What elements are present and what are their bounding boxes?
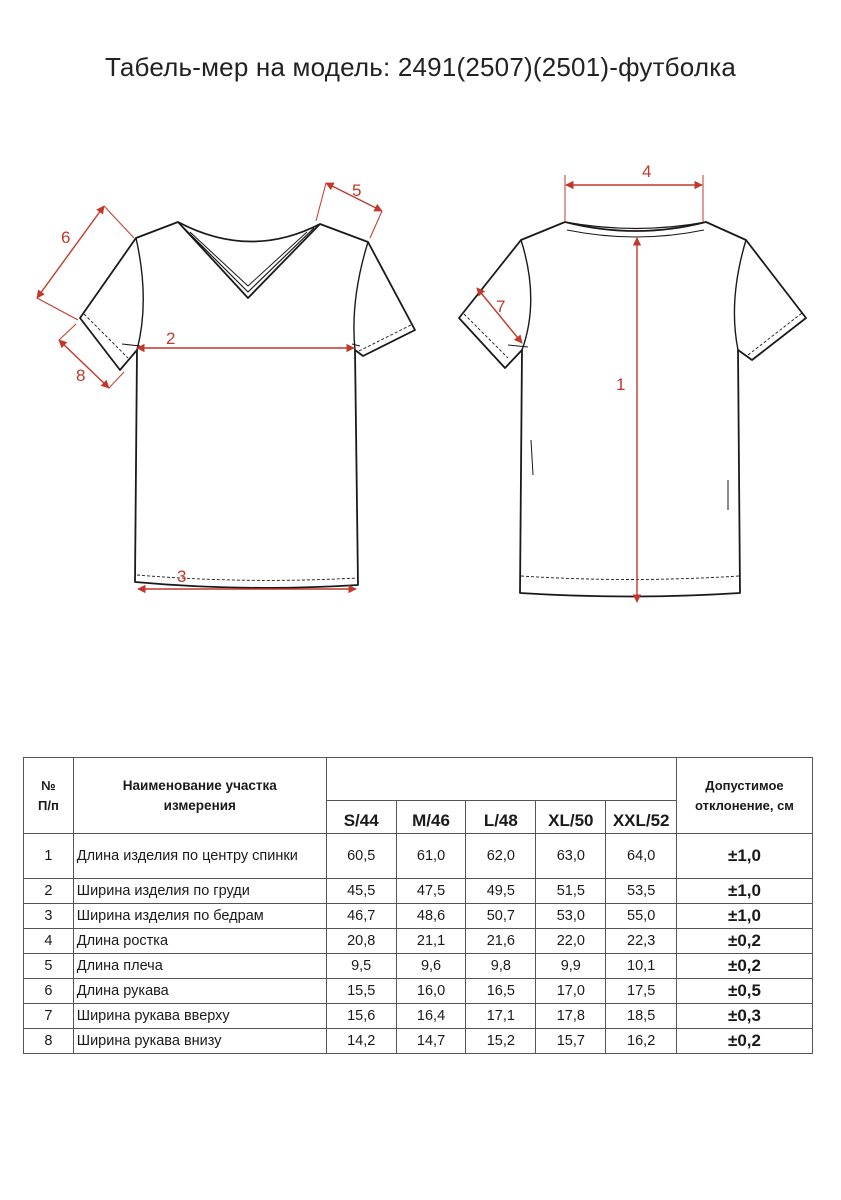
header-size-s: S/44 xyxy=(326,801,396,834)
row-value: 53,5 xyxy=(606,879,677,904)
row-value: 53,0 xyxy=(536,904,606,929)
page-title: Табель-мер на модель: 2491(2507)(2501)-футболка xyxy=(104,52,737,82)
row-tolerance: ±0,2 xyxy=(676,929,812,954)
row-value: 16,0 xyxy=(396,979,466,1004)
measure-label-3: 3 xyxy=(177,567,187,586)
row-value: 15,2 xyxy=(466,1029,536,1054)
row-tolerance: ±0,2 xyxy=(676,954,812,979)
row-value: 14,7 xyxy=(396,1029,466,1054)
row-name: Ширина изделия по груди xyxy=(73,879,326,904)
row-value: 64,0 xyxy=(606,834,677,879)
row-tolerance: ±0,2 xyxy=(676,1029,812,1054)
header-measurement-name xyxy=(73,758,326,834)
row-value: 61,0 xyxy=(396,834,466,879)
header-number-label: № П/п xyxy=(37,777,59,813)
row-name: Ширина рукава внизу xyxy=(73,1029,326,1054)
row-value: 16,2 xyxy=(606,1029,677,1054)
row-value: 49,5 xyxy=(466,879,536,904)
header-number xyxy=(24,758,74,834)
row-tolerance: ±0,5 xyxy=(676,979,812,1004)
row-number: 6 xyxy=(24,979,74,1004)
row-tolerance: ±1,0 xyxy=(676,879,812,904)
row-number: 7 xyxy=(24,1004,74,1029)
size-chart-table xyxy=(23,757,813,1054)
row-number: 3 xyxy=(24,904,74,929)
row-value: 21,6 xyxy=(466,929,536,954)
row-value: 9,6 xyxy=(396,954,466,979)
measure-label-1: 1 xyxy=(616,375,626,394)
tshirt-measurement-diagram xyxy=(0,150,841,620)
row-value: 46,7 xyxy=(326,904,396,929)
row-name: Ширина рукава вверху xyxy=(73,1004,326,1029)
row-value: 22,0 xyxy=(536,929,606,954)
table-row xyxy=(24,954,813,979)
row-value: 17,0 xyxy=(536,979,606,1004)
header-size-l: L/48 xyxy=(466,801,536,834)
row-value: 22,3 xyxy=(606,929,677,954)
row-number: 5 xyxy=(24,954,74,979)
header-tolerance-label: Допустимое отклонение, см xyxy=(695,777,794,813)
row-value: 60,5 xyxy=(326,834,396,879)
row-value: 55,0 xyxy=(606,904,677,929)
measure-label-7: 7 xyxy=(496,297,506,316)
measure-label-8: 8 xyxy=(76,366,86,385)
row-value: 17,1 xyxy=(466,1004,536,1029)
table-row xyxy=(24,904,813,929)
row-value: 9,8 xyxy=(466,954,536,979)
row-value: 18,5 xyxy=(606,1004,677,1029)
row-tolerance: ±1,0 xyxy=(676,834,812,879)
row-value: 9,9 xyxy=(536,954,606,979)
row-value: 15,5 xyxy=(326,979,396,1004)
row-value: 21,1 xyxy=(396,929,466,954)
row-value: 47,5 xyxy=(396,879,466,904)
table-row xyxy=(24,929,813,954)
table-row xyxy=(24,879,813,904)
table-row xyxy=(24,834,813,879)
row-name: Ширина изделия по бедрам xyxy=(73,904,326,929)
row-value: 14,2 xyxy=(326,1029,396,1054)
table-row xyxy=(24,1004,813,1029)
measure-label-2: 2 xyxy=(166,329,176,348)
row-value: 51,5 xyxy=(536,879,606,904)
row-value: 17,8 xyxy=(536,1004,606,1029)
row-number: 4 xyxy=(24,929,74,954)
row-value: 20,8 xyxy=(326,929,396,954)
row-value: 15,7 xyxy=(536,1029,606,1054)
row-number: 1 xyxy=(24,834,74,879)
row-tolerance: ±1,0 xyxy=(676,904,812,929)
header-sizes-group xyxy=(326,758,676,801)
row-number: 8 xyxy=(24,1029,74,1054)
tshirt-back-view xyxy=(459,222,806,597)
table-row xyxy=(24,1029,813,1054)
row-value: 15,6 xyxy=(326,1004,396,1029)
row-value: 17,5 xyxy=(606,979,677,1004)
measure-label-4: 4 xyxy=(642,162,652,181)
header-tolerance xyxy=(676,758,812,834)
row-value: 63,0 xyxy=(536,834,606,879)
header-size-xl: XL/50 xyxy=(536,801,606,834)
row-value: 62,0 xyxy=(466,834,536,879)
row-value: 16,5 xyxy=(466,979,536,1004)
row-value: 10,1 xyxy=(606,954,677,979)
row-tolerance: ±0,3 xyxy=(676,1004,812,1029)
measure-label-6: 6 xyxy=(61,228,71,247)
row-value: 48,6 xyxy=(396,904,466,929)
header-name-label: Наименование участка измерения xyxy=(122,777,277,813)
measure-label-5: 5 xyxy=(352,181,362,200)
header-size-m: M/46 xyxy=(396,801,466,834)
row-name: Длина плеча xyxy=(73,954,326,979)
row-number: 2 xyxy=(24,879,74,904)
row-name: Длина рукава xyxy=(73,979,326,1004)
row-value: 50,7 xyxy=(466,904,536,929)
row-value: 9,5 xyxy=(326,954,396,979)
row-name: Длина ростка xyxy=(73,929,326,954)
table-row xyxy=(24,979,813,1004)
row-name: Длина изделия по центру спинки xyxy=(73,834,326,879)
measurement-labels xyxy=(61,162,651,586)
tshirt-front-view xyxy=(80,222,415,588)
row-value: 16,4 xyxy=(396,1004,466,1029)
header-size-xxl: XXL/52 xyxy=(606,801,677,834)
row-value: 45,5 xyxy=(326,879,396,904)
